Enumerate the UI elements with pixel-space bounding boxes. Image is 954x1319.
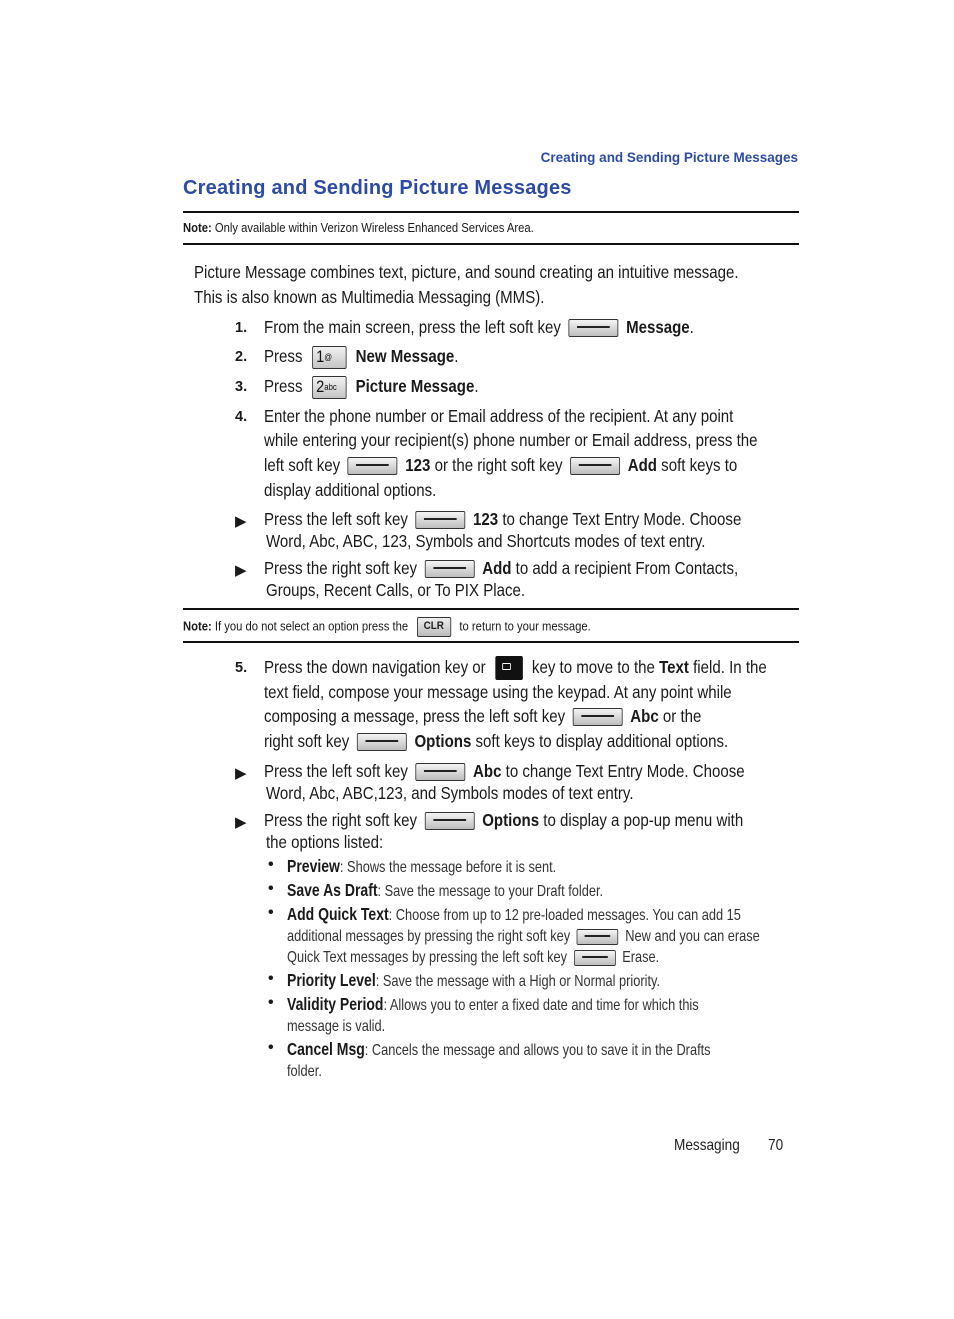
step-text: soft keys to display additional options. bbox=[475, 731, 729, 751]
step-number: 3. bbox=[235, 379, 248, 395]
step-text: to add a recipient From Contacts, bbox=[515, 558, 739, 578]
step-4-line-1: Enter the phone number or Email address of the recipient. At any point bbox=[264, 406, 734, 426]
divider bbox=[183, 243, 799, 245]
option-text: Quick Text messages by pressing the left soft key bbox=[287, 949, 568, 966]
step-text: Press bbox=[264, 376, 303, 396]
message-key-icon bbox=[495, 656, 523, 680]
key-1-icon bbox=[312, 346, 346, 369]
option-text: : Save the message with a High or Normal priority. bbox=[375, 973, 661, 990]
step-text: Press the down navigation key or bbox=[264, 657, 486, 677]
option-text: : Choose from up to 12 pre-loaded messages. You can add 15 bbox=[388, 907, 741, 924]
option-text: New and you can erase bbox=[625, 928, 760, 945]
option-name: Add Quick Text bbox=[287, 904, 389, 924]
bullet-arrow-icon: ▶ bbox=[235, 513, 247, 530]
left-soft-key-icon bbox=[573, 708, 623, 726]
bullet-dot-icon: • bbox=[268, 970, 274, 987]
divider bbox=[183, 211, 799, 213]
step-3 bbox=[264, 374, 479, 399]
option-preview bbox=[287, 856, 556, 878]
key-2-icon bbox=[312, 376, 346, 399]
step-text: From the main screen, press the left soft key bbox=[264, 317, 561, 337]
note-label: Note: bbox=[183, 619, 212, 634]
step-5-bullet-2 bbox=[264, 808, 743, 832]
step-5-line-3 bbox=[264, 704, 701, 728]
note-clr bbox=[183, 617, 591, 637]
step-4-line-2: while entering your recipient(s) phone number or Email address, press the bbox=[264, 430, 758, 450]
step-4-bullet-1-cont: Word, Abc, ABC, 123, Symbols and Shortcuts modes of text entry. bbox=[266, 531, 706, 551]
step-1 bbox=[264, 315, 694, 339]
step-bold: Abc bbox=[630, 706, 659, 726]
option-cancel-msg bbox=[287, 1039, 711, 1061]
option-add-quick-text-line-3 bbox=[287, 947, 659, 968]
step-bold: 123 bbox=[473, 509, 499, 529]
option-name: Save As Draft bbox=[287, 880, 378, 900]
step-5-line-4 bbox=[264, 729, 728, 753]
divider bbox=[183, 608, 799, 610]
step-4-line-4: display additional options. bbox=[264, 480, 437, 500]
option-text: Erase. bbox=[622, 949, 660, 966]
step-4-line-3 bbox=[264, 453, 737, 477]
option-name: Priority Level bbox=[287, 970, 376, 990]
step-4-bullet-1 bbox=[264, 507, 741, 531]
option-validity-period bbox=[287, 994, 699, 1016]
key-digit: 2 bbox=[316, 376, 325, 396]
note-label: Note: bbox=[183, 221, 212, 235]
step-text: Press the left soft key bbox=[264, 509, 408, 529]
left-soft-key-icon bbox=[416, 763, 466, 781]
note-text: Only available within Verizon Wireless Enhanced Services Area. bbox=[214, 221, 534, 235]
option-priority-level bbox=[287, 970, 660, 992]
step-text: Press bbox=[264, 346, 303, 366]
step-text: . bbox=[454, 346, 459, 366]
step-number: 1. bbox=[235, 320, 248, 336]
right-soft-key-icon bbox=[425, 812, 475, 830]
bullet-dot-icon: • bbox=[268, 856, 274, 873]
step-number: 5. bbox=[235, 660, 248, 676]
divider bbox=[183, 641, 799, 643]
step-text: soft keys to bbox=[661, 455, 738, 475]
option-add-quick-text-line-2 bbox=[287, 926, 760, 947]
step-2 bbox=[264, 344, 458, 369]
option-name: Preview bbox=[287, 856, 340, 876]
step-bold: Text bbox=[659, 657, 689, 677]
step-bold: New Message bbox=[355, 346, 455, 366]
option-add-quick-text bbox=[287, 904, 741, 926]
bullet-arrow-icon: ▶ bbox=[235, 562, 247, 579]
step-bold: Add bbox=[482, 558, 512, 578]
step-text: key to move to the bbox=[531, 657, 655, 677]
step-text: to change Text Entry Mode. Choose bbox=[502, 509, 742, 529]
step-5-bullet-1 bbox=[264, 759, 745, 783]
step-5-line-1 bbox=[264, 655, 767, 680]
option-text: : Shows the message before it is sent. bbox=[339, 859, 557, 876]
right-soft-key-icon bbox=[357, 733, 407, 751]
bullet-dot-icon: • bbox=[268, 880, 274, 897]
step-4-bullet-2-cont: Groups, Recent Calls, or To PIX Place. bbox=[266, 580, 526, 600]
step-text: to display a pop-up menu with bbox=[543, 810, 744, 830]
intro-line-1: Picture Message combines text, picture, and sound creating an intuitive message. bbox=[194, 262, 739, 282]
option-validity-period-line-2: message is valid. bbox=[287, 1018, 386, 1035]
step-text: or the bbox=[662, 706, 702, 726]
step-text: composing a message, press the left soft key bbox=[264, 706, 566, 726]
step-text: Press the left soft key bbox=[264, 761, 408, 781]
key-digit: 1 bbox=[316, 346, 325, 366]
bullet-arrow-icon: ▶ bbox=[235, 814, 247, 831]
option-text: : Allows you to enter a fixed date and time for which this bbox=[383, 997, 699, 1014]
left-soft-key-icon bbox=[416, 511, 466, 529]
bullet-dot-icon: • bbox=[268, 1039, 274, 1056]
step-text: . bbox=[689, 317, 694, 337]
step-5-bullet-1-cont: Word, Abc, ABC,123, and Symbols modes of text entry. bbox=[266, 783, 634, 803]
option-name: Validity Period bbox=[287, 994, 384, 1014]
key-sub: @ bbox=[324, 351, 333, 362]
bullet-dot-icon: • bbox=[268, 904, 274, 921]
right-soft-key-icon bbox=[425, 560, 475, 578]
option-name: Cancel Msg bbox=[287, 1039, 365, 1059]
step-text: to change Text Entry Mode. Choose bbox=[505, 761, 745, 781]
bullet-arrow-icon: ▶ bbox=[235, 765, 247, 782]
step-text: Press the right soft key bbox=[264, 558, 418, 578]
step-number: 4. bbox=[235, 409, 248, 425]
key-sub: abc bbox=[324, 381, 337, 392]
step-bold: Options bbox=[414, 731, 472, 751]
page-title: Creating and Sending Picture Messages bbox=[183, 177, 572, 199]
right-soft-key-icon bbox=[577, 929, 619, 945]
footer-section: Messaging bbox=[674, 1137, 740, 1154]
option-cancel-msg-line-2: folder. bbox=[287, 1063, 322, 1080]
bullet-dot-icon: • bbox=[268, 994, 274, 1011]
left-soft-key-icon bbox=[348, 457, 398, 475]
note-text: If you do not select an option press the bbox=[214, 619, 409, 634]
left-soft-key-icon bbox=[574, 950, 616, 966]
option-text: : Save the message to your Draft folder. bbox=[377, 883, 604, 900]
left-soft-key-icon bbox=[569, 319, 619, 337]
step-5-line-2: text field, compose your message using the keypad. At any point while bbox=[264, 682, 732, 702]
option-save-as-draft bbox=[287, 880, 603, 902]
clr-key-icon: CLR bbox=[417, 617, 451, 637]
step-bold: Add bbox=[627, 455, 657, 475]
step-text: or the right soft key bbox=[434, 455, 563, 475]
option-text: additional messages by pressing the right soft key bbox=[287, 928, 571, 945]
step-bold: Options bbox=[482, 810, 540, 830]
step-4-bullet-2 bbox=[264, 556, 738, 580]
page-number: 70 bbox=[768, 1137, 784, 1154]
step-bold: Picture Message bbox=[355, 376, 475, 396]
step-text: Press the right soft key bbox=[264, 810, 418, 830]
note-only-available bbox=[183, 221, 534, 235]
note-text: to return to your message. bbox=[459, 619, 591, 634]
intro-line-2: This is also known as Multimedia Messaging (MMS). bbox=[194, 287, 545, 307]
step-bold: Message bbox=[626, 317, 690, 337]
option-text: : Cancels the message and allows you to save it in the Drafts bbox=[364, 1042, 711, 1059]
step-text: field. In the bbox=[693, 657, 767, 677]
right-soft-key-icon bbox=[570, 457, 620, 475]
step-text: left soft key bbox=[264, 455, 341, 475]
step-bold: 123 bbox=[405, 455, 431, 475]
running-head: Creating and Sending Picture Messages bbox=[540, 150, 798, 165]
step-text: right soft key bbox=[264, 731, 350, 751]
step-number: 2. bbox=[235, 349, 248, 365]
step-text: . bbox=[474, 376, 479, 396]
step-5-bullet-2-cont: the options listed: bbox=[266, 832, 384, 852]
step-bold: Abc bbox=[473, 761, 502, 781]
